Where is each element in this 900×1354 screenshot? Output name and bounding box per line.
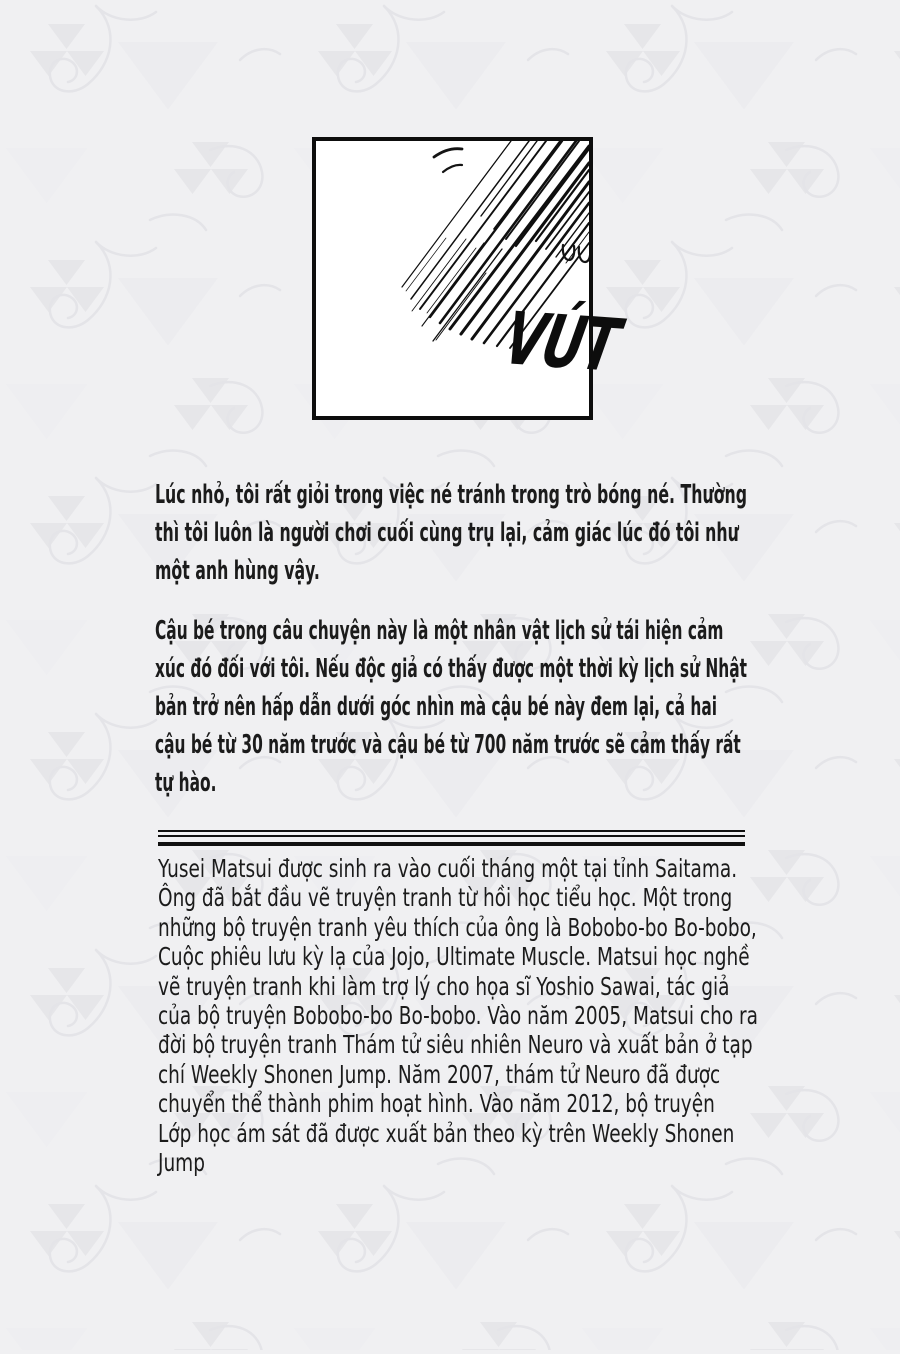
text-line: xúc đó đối với tôi. Nếu độc giả có thấy được một thời kỳ lịch sử Nhật <box>155 654 747 684</box>
text-line: chí Weekly Shonen Jump. Năm 2007, thám tử Neuro đã được <box>158 1059 721 1089</box>
text-line: những bộ truyện tranh yêu thích của ông là Bobobo-bo Bo-bobo, <box>158 912 757 942</box>
text-line: tự hào. <box>155 768 217 798</box>
text-line: cậu bé từ 30 năm trước và cậu bé từ 700 năm trước sẽ cảm thấy rất <box>155 730 741 760</box>
text-line: Cậu bé trong câu chuyện này là một nhân vật lịch sử tái hiện cảm <box>155 616 724 646</box>
text-line: bản trở nên hấp dẫn dưới góc nhìn mà cậu bé này đem lại, cả hai <box>155 692 718 722</box>
text-line: Ông đã bắt đầu vẽ truyện tranh từ hồi học tiểu học. Một trong <box>158 883 733 913</box>
text-line: một anh hùng vậy. <box>155 556 320 586</box>
text-line: Jump <box>158 1147 205 1177</box>
text-line: chuyển thể thành phim hoạt hình. Vào năm 2012, bộ truyện <box>158 1089 715 1119</box>
text-line: Yusei Matsui được sinh ra vào cuối tháng một tại tỉnh Saitama. <box>158 854 738 883</box>
text-line: vẽ truyện tranh khi làm trợ lý cho họa sĩ Yoshio Sawai, tác giả <box>158 971 730 1001</box>
text-line: đời bộ truyện tranh Thám tử siêu nhiên Neuro và xuất bản ở tạp <box>158 1030 753 1060</box>
divider-line <box>158 842 745 846</box>
double-rule-divider <box>158 830 745 846</box>
author-bio-paragraph <box>158 854 900 1177</box>
sfx-text: VÚT <box>497 296 625 388</box>
text-line: Cuộc phiêu lưu kỳ lạ của Jojo, Ultimate Muscle. Matsui học nghề <box>158 942 750 972</box>
author-note-paragraph-1 <box>155 476 900 590</box>
author-note-paragraph-2 <box>155 612 900 802</box>
text-line: Lúc nhỏ, tôi rất giỏi trong việc né tránh trong trò bóng né. Thường <box>155 480 747 510</box>
text-line: thì tôi luôn là người chơi cuối cùng trụ lại, cảm giác lúc đó tôi như <box>155 518 739 548</box>
motion-flick-icon <box>434 149 462 172</box>
text-line: Lớp học ám sát đã được xuất bản theo kỳ trên Weekly Shonen <box>158 1118 735 1148</box>
text-line: của bộ truyện Bobobo-bo Bo-bobo. Vào năm 2005, Matsui cho ra <box>158 1000 758 1030</box>
